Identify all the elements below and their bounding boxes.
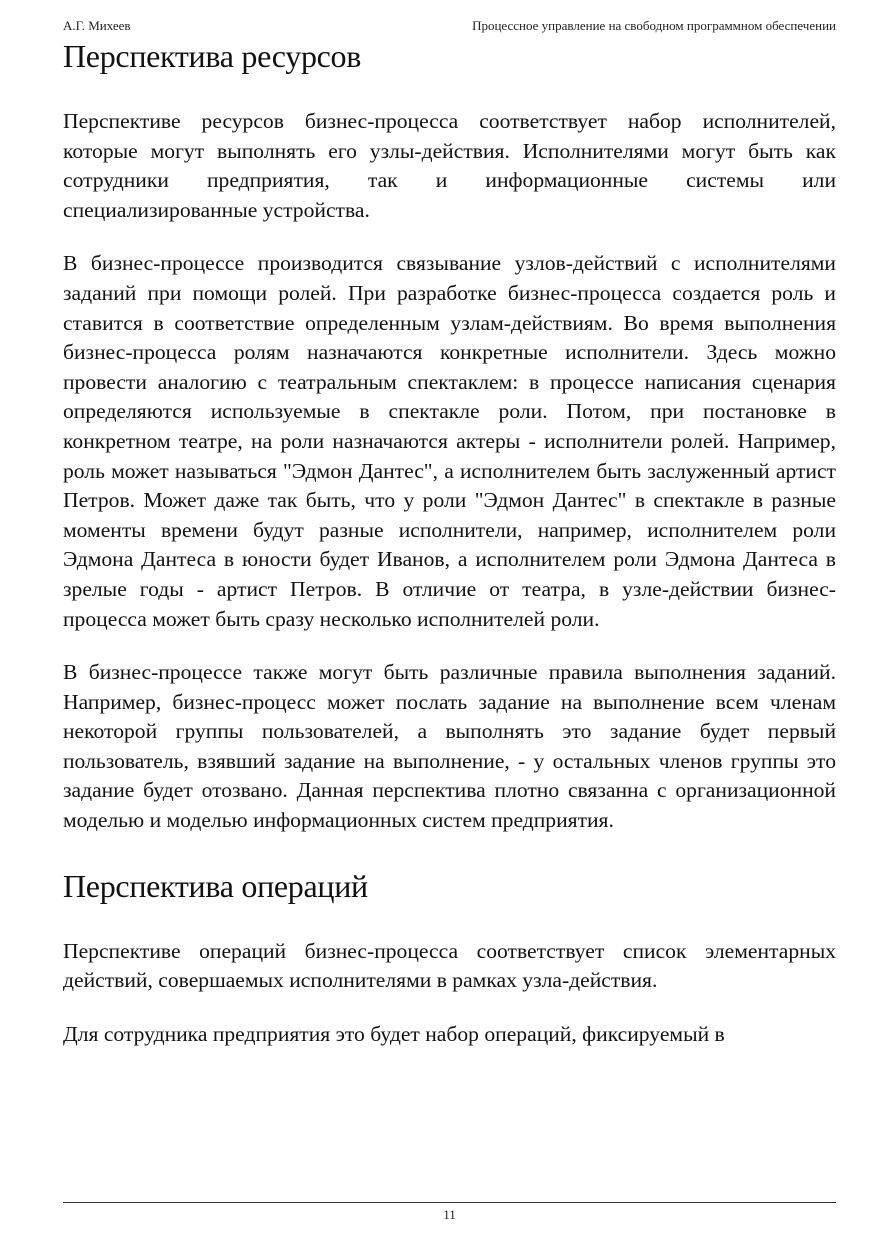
page-content <box>63 36 836 1049</box>
header-author: А.Г. Михеев <box>63 18 131 33</box>
paragraph: Перспективе операций бизнес-процесса соответствует список элементарных действий, совершаемых исполнителями в рамках узла-действия. <box>63 938 836 993</box>
paragraph: Перспективе ресурсов бизнес-процесса соответствует набор исполнителей, которые могут выполнять его узлы-действия. Исполнителями могут быть как сотрудники предприятия, так и информационные системы или специализированные устройства. <box>63 109 836 222</box>
header-book-title: Процессное управление на свободном программном обеспечении <box>472 18 836 33</box>
paragraph: В бизнес-процессе производится связывание узлов-действий с исполнителями заданий при помощи ролей. При разработке бизнес-процесса создается роль и ставится в соответствие определенным узлам-действиям. Во время выполнения бизнес-процесса ролям назначаются конкретные исполнители. Здесь можно провести аналогию с театральным спектаклем: в процессе написания сценария определяются используемые в спектакле роли. Потом, при постановке в конкретном театре, на роли назначаются актеры - исполнители ролей. Например, роль может называться "Эдмон Дантес", а исполнителем быть заслуженный артист Петров. Может даже так быть, что у роли "Эдмон Дантес" в спектакле в разные моменты времени будут разные исполнители, например, исполнителем роли Эдмона Дантеса в юности будет Иванов, а исполнителем роли Эдмона Дантеса в зрелые годы - артист Петров. В отличие от театра, в узле-действии бизнес-процесса может быть сразу несколько исполнителей роли. <box>63 251 836 631</box>
page-number: 11 <box>443 1207 456 1222</box>
section-title-resources: Перспектива ресурсов <box>63 38 362 74</box>
section-title-operations: Перспектива операций <box>63 867 368 904</box>
paragraph: В бизнес-процессе также могут быть различные правила выполнения заданий. Например, бизнес-процесс может послать задание на выполнение всем членам некоторой группы пользователей, а выполнять это задание будет первый пользователь, взявший задание на выполнение, - у остальных членов группы это задание будет отозвано. Данная перспектива плотно связанна с организационной моделью и моделью информационных систем предприятия. <box>63 660 836 833</box>
footer-divider <box>63 1202 836 1203</box>
page-header <box>63 17 836 37</box>
paragraph: Для сотрудника предприятия это будет набор операций, фиксируемый в <box>63 1021 725 1046</box>
